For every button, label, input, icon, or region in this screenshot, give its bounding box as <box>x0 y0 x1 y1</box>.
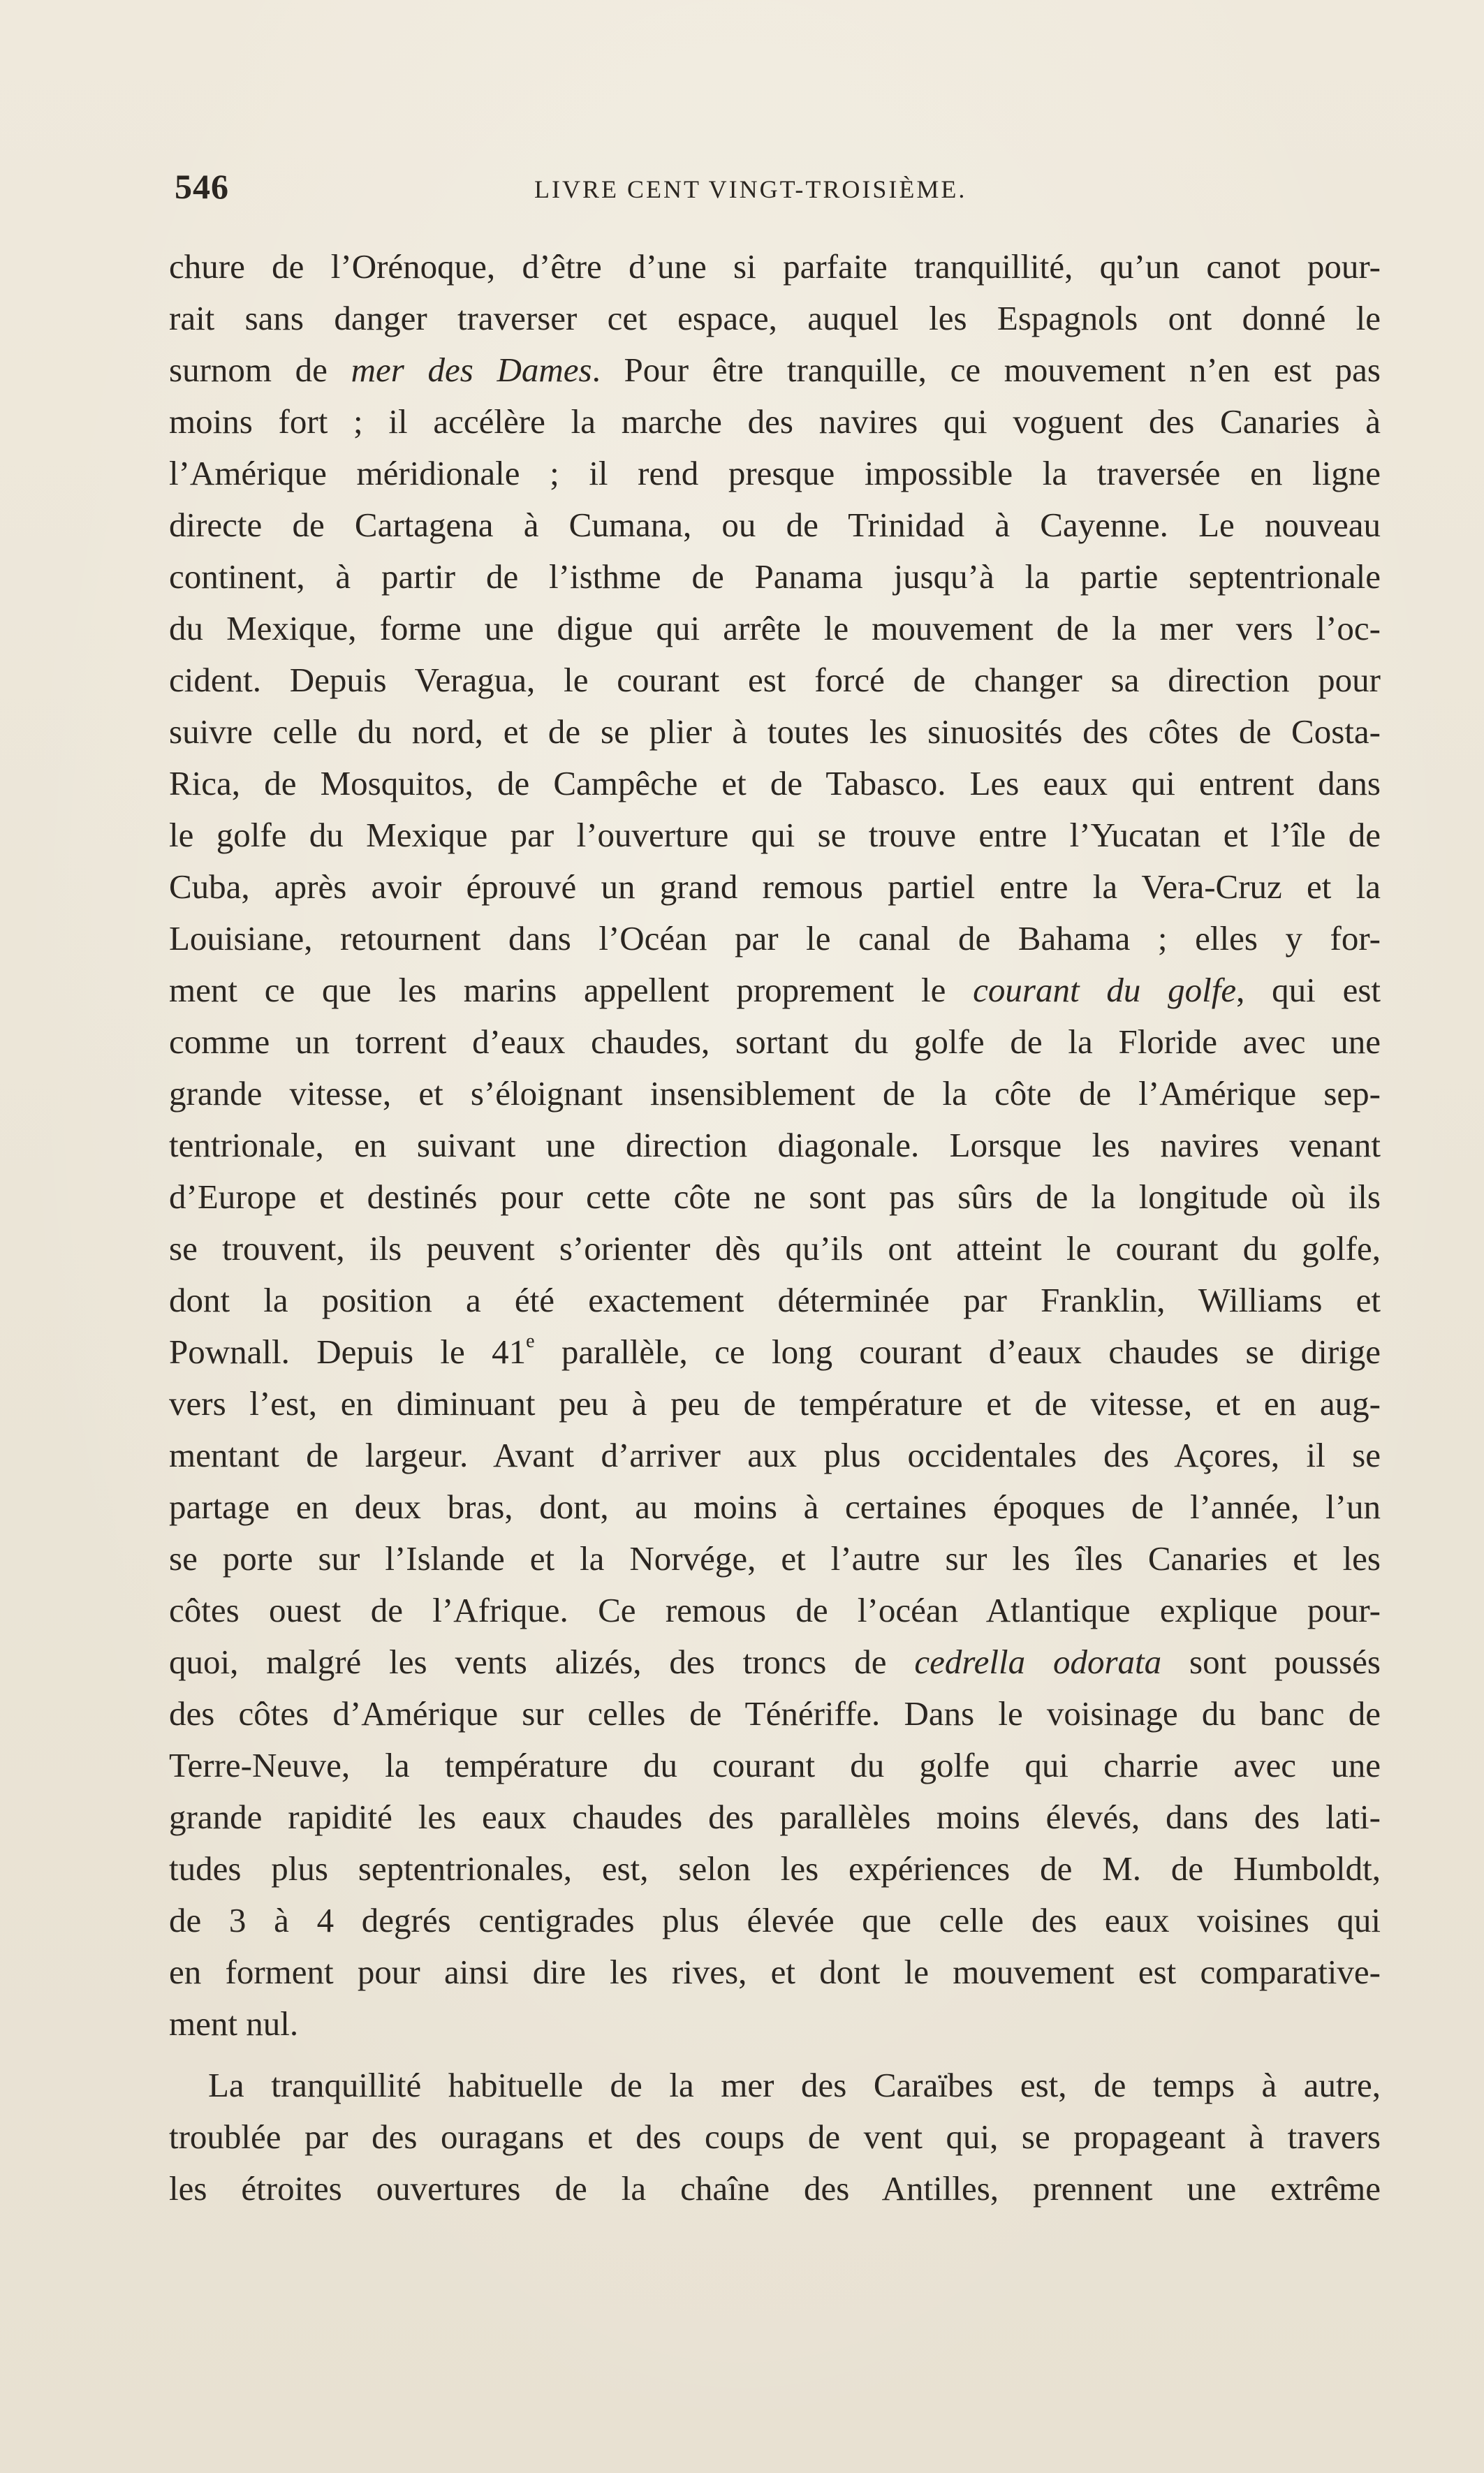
italic-term: courant du golfe <box>973 971 1237 1009</box>
text-run: parallèle, ce long courant d’eaux chaudes se dirige <box>534 1333 1381 1371</box>
page-number: 546 <box>175 167 229 206</box>
running-title: LIVRE CENT VINGT-TROISIÈME. <box>534 175 967 203</box>
paragraph <box>169 241 1381 2050</box>
text-run: quoi, malgré les vents alizés, des troncs de <box>169 1643 915 1681</box>
text-line: des côtes d’Amérique sur celles de Ténériffe. Dans le voisinage du banc de <box>169 1694 1381 1733</box>
text-line: continent, à partir de l’isthme de Panama jusqu’à la partie septentrionale <box>169 557 1381 596</box>
text-line: vers l’est, en diminuant peu à peu de température et de vitesse, et en aug- <box>169 1384 1381 1423</box>
text-line: Louisiane, retournent dans l’Océan par le canal de Bahama ; elles y for- <box>169 919 1381 957</box>
text-line: Rica, de Mosquitos, de Campêche et de Tabasco. Les eaux qui entrent dans <box>169 764 1381 802</box>
text-line: ment nul. <box>169 2004 299 2043</box>
text-run: sont poussés <box>1161 1643 1381 1681</box>
text-line: comme un torrent d’eaux chaudes, sortant du golfe de la Floride avec une <box>169 1022 1381 1061</box>
text-line: partage en deux bras, dont, au moins à certaines époques de l’année, l’un <box>169 1488 1381 1526</box>
text-line <box>169 1326 1381 1378</box>
text-line: cident. Depuis Veragua, le courant est forcé de changer sa direction pour <box>169 661 1381 699</box>
text-line: se porte sur l’Islande et la Norvége, et l’autre sur les îles Canaries et les <box>169 1539 1381 1578</box>
text-line: se trouvent, ils peuvent s’orienter dès qu’ils ont atteint le courant du golfe, <box>169 1229 1381 1268</box>
text-line: du Mexique, forme une digue qui arrête le mouvement de la mer vers l’oc- <box>169 609 1381 647</box>
text-line: les étroites ouvertures de la chaîne des Antilles, prennent une extrême <box>169 2169 1381 2208</box>
text-run: , qui est <box>1236 971 1381 1009</box>
italic-term: cedrella odorata <box>914 1643 1162 1681</box>
text-run: ment ce que les marins appellent proprement le <box>169 971 974 1009</box>
text-line: d’Europe et destinés pour cette côte ne sont pas sûrs de la longitude où ils <box>169 1177 1381 1216</box>
text-line: suivre celle du nord, et de se plier à toutes les sinuosités des côtes de Costa- <box>169 712 1381 751</box>
text-line: tentrionale, en suivant une direction diagonale. Lorsque les navires venant <box>169 1126 1381 1164</box>
text-line <box>169 344 1381 396</box>
text-line: grande rapidité les eaux chaudes des parallèles moins élevés, dans des lati- <box>169 1798 1381 1836</box>
text-line: grande vitesse, et s’éloignant insensiblement de la côte de l’Amérique sep- <box>169 1074 1381 1113</box>
text-run: . Pour être tranquille, ce mouvement n’en est pas <box>592 351 1381 389</box>
paragraph <box>169 2060 1381 2215</box>
ordinal-superscript: e <box>526 1330 535 1352</box>
text-line: de 3 à 4 degrés centigrades plus élevée que celle des eaux voisines qui <box>169 1901 1381 1939</box>
text-run: surnom de <box>169 351 351 389</box>
text-line: chure de l’Orénoque, d’être d’une si parfaite tranquillité, qu’un canot pour- <box>169 247 1381 286</box>
text-line <box>169 1636 1381 1688</box>
text-line: moins fort ; il accélère la marche des navires qui voguent des Canaries à <box>169 402 1381 441</box>
text-line: rait sans danger traverser cet espace, auquel les Espagnols ont donné le <box>169 299 1381 337</box>
text-run: Pownall. Depuis le 41 <box>169 1333 527 1371</box>
text-line: tudes plus septentrionales, est, selon les expériences de M. de Humboldt, <box>169 1849 1381 1888</box>
italic-term: mer des Dames <box>351 351 592 389</box>
body-text <box>169 241 1381 2215</box>
text-line <box>169 964 1381 1016</box>
text-line: Terre-Neuve, la température du courant du golfe qui charrie avec une <box>169 1746 1381 1784</box>
text-line: troublée par des ouragans et des coups de vent qui, se propageant à travers <box>169 2118 1381 2156</box>
text-line: directe de Cartagena à Cumana, ou de Trinidad à Cayenne. Le nouveau <box>169 506 1381 544</box>
paragraph-gap <box>169 2050 1381 2060</box>
text-line: en forment pour ainsi dire les rives, et dont le mouvement est comparative- <box>169 1953 1381 1991</box>
running-head <box>175 166 1379 208</box>
text-line: le golfe du Mexique par l’ouverture qui se trouve entre l’Yucatan et l’île de <box>169 816 1381 854</box>
text-line: Cuba, après avoir éprouvé un grand remous partiel entre la Vera-Cruz et la <box>169 867 1381 906</box>
text-line: l’Amérique méridionale ; il rend presque impossible la traversée en ligne <box>169 454 1381 492</box>
text-line: La tranquillité habituelle de la mer des Caraïbes est, de temps à autre, <box>208 2066 1381 2104</box>
text-line: dont la position a été exactement déterminée par Franklin, Williams et <box>169 1281 1381 1319</box>
text-line: côtes ouest de l’Afrique. Ce remous de l’océan Atlantique explique pour- <box>169 1591 1381 1629</box>
text-line: mentant de largeur. Avant d’arriver aux plus occidentales des Açores, il se <box>169 1436 1381 1474</box>
